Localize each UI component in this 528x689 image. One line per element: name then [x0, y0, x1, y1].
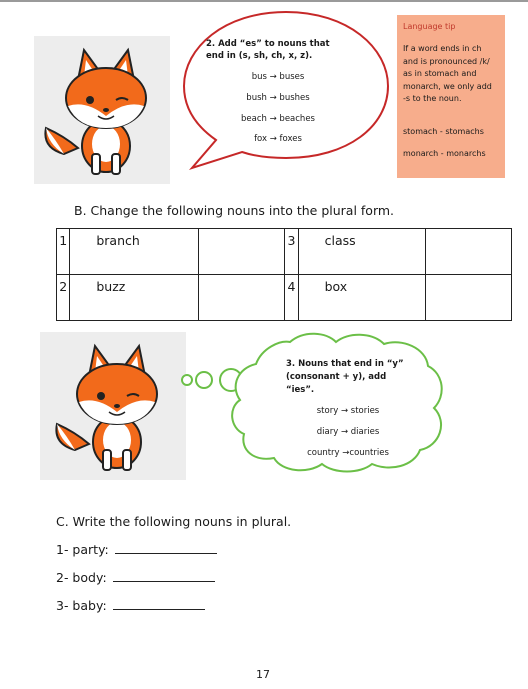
item-number: 2 [57, 275, 70, 321]
answer-cell[interactable] [198, 229, 284, 275]
tip-line: as in stomach and [403, 69, 477, 78]
rule2-title-line1: 2. Add “es” to nouns that [206, 39, 330, 49]
rule3-example: diary → diaries [316, 427, 380, 437]
noun-cell: class [298, 229, 425, 275]
table-row [57, 275, 512, 321]
answer-blank[interactable] [113, 597, 205, 610]
fox-cartoon-icon [40, 332, 186, 480]
answer-blank[interactable] [113, 569, 215, 582]
item-label: 3- baby: [56, 598, 107, 613]
noun-cell: buzz [70, 275, 198, 321]
rule2-example: bush → bushes [246, 93, 310, 103]
rule3-example: country →countries [307, 448, 389, 458]
tip-line: If a word ends in ch [403, 44, 482, 53]
page-number: 17 [256, 668, 270, 681]
top-border [0, 0, 528, 2]
plural-item [56, 569, 215, 585]
rule2-example: bus → buses [251, 72, 305, 82]
plural-item [56, 541, 217, 557]
table-row [57, 229, 512, 275]
fox-image-2 [40, 332, 186, 480]
plural-table [56, 228, 512, 321]
rule2-speech-bubble [180, 8, 392, 178]
section-c-heading: C. Write the following nouns in plural. [56, 514, 292, 529]
item-number: 4 [285, 275, 298, 321]
rule2-example: beach → beaches [241, 114, 315, 124]
plural-item [56, 597, 205, 613]
rule3-example: story → stories [316, 406, 380, 416]
item-label: 1- party: [56, 542, 109, 557]
rule3-thought-bubble [178, 328, 450, 474]
answer-cell[interactable] [198, 275, 284, 321]
answer-cell[interactable] [425, 275, 512, 321]
item-label: 2- body: [56, 570, 107, 585]
rule3-title-line1: 3. Nouns that end in “y” [286, 359, 404, 369]
rule2-title-line2: end in (s, sh, ch, x, z). [206, 51, 313, 61]
answer-blank[interactable] [115, 541, 217, 554]
fox-cartoon-icon [34, 36, 170, 184]
tip-line: monarch, we only add [403, 81, 492, 91]
tip-example: stomach - stomachs [403, 127, 484, 136]
rule2-example: fox → foxes [254, 134, 302, 144]
language-tip-title: Language tip [403, 22, 456, 31]
answer-cell[interactable] [425, 229, 512, 275]
language-tip-box [397, 15, 505, 178]
fox-image-1 [34, 36, 170, 184]
section-b-heading: B. Change the following nouns into the plural form. [74, 203, 395, 218]
tip-example: monarch - monarchs [403, 149, 486, 158]
tip-line: and is pronounced /k/ [403, 56, 490, 66]
noun-cell: branch [70, 229, 198, 275]
rule3-title-line3: “ies”. [286, 385, 315, 395]
item-number: 1 [57, 229, 70, 275]
item-number: 3 [285, 229, 298, 275]
noun-cell: box [298, 275, 425, 321]
language-tip-body [403, 43, 503, 106]
rule3-title-line2: (consonant + y), add [286, 372, 387, 382]
tip-line: -s to the noun. [403, 94, 462, 103]
